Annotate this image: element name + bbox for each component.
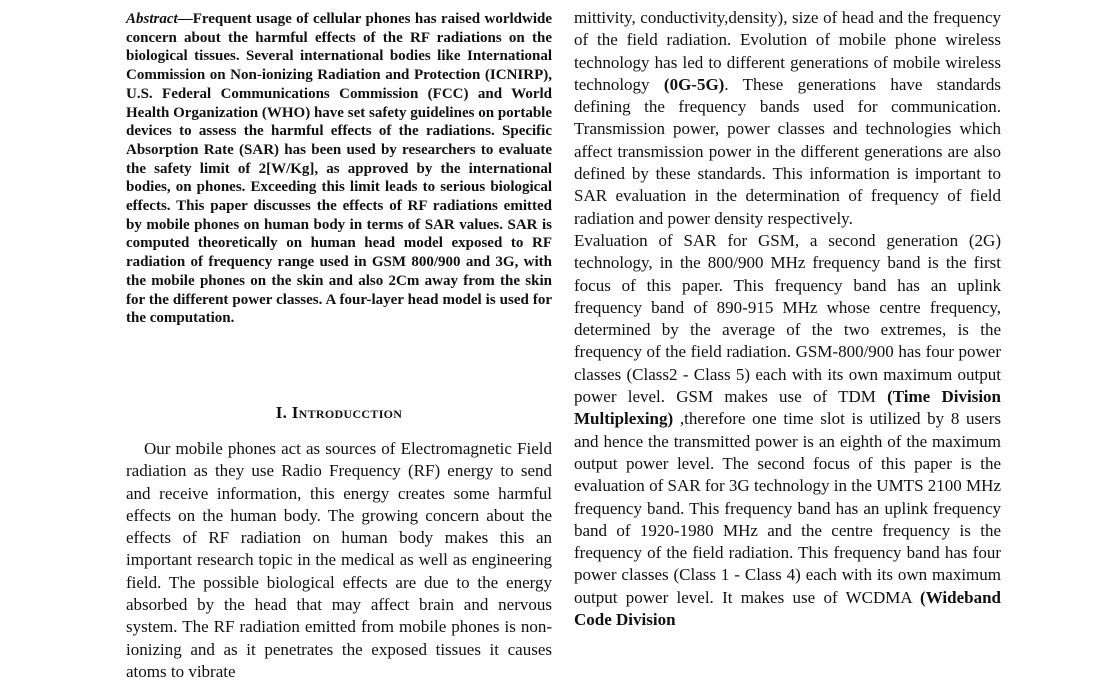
right-column <box>574 7 1001 631</box>
section-number: I. <box>275 403 288 422</box>
abstract-dash: — <box>177 11 193 27</box>
p1-text-a: mittivity, conductivity,density), size of head and the frequency of the field radiation. Evolution of mobile phone wireless technology has led to different generations of mobile wireless technology <box>574 8 1001 94</box>
section-heading-introduction <box>126 403 552 423</box>
p2-text-b: ,therefore one time slot is utilized by 8 users and hence the transmitted power is an eighth of the maximum output power level. The second focus of this paper is the evaluation of SAR for 3G technology in the UMTS 2100 MHz frequency band. This frequency band has an uplink frequency band of 1920-1980 MHz and the centre frequency is the frequency of the field radiation. This frequency band has four power classes (Class 1 - Class 4) each with its own maximum output power level. It makes use of WCDMA <box>574 409 1001 607</box>
abstract-label: Abstract <box>126 11 178 27</box>
abstract-text: Frequent usage of cellular phones has raised worldwide concern about the harmful effects of the RF radiations on the biological tissues. Several international bodies like International Commission on Non-ionizing Radiation and Protection (ICNIRP), U.S. Federal Communications Commission (FCC) and World Health Organization (WHO) have set safety guidelines on portable devices to assess the harmful effects of the radiations. Specific Absorption Rate (SAR) has been used by researchers to evaluate the safety limit of 2[W/Kg], as approved by the international bodies, on phones. Exceeding this limit leads to serious biological effects. This paper discusses the effects of RF radiations emitted by mobile phones on human body in terms of SAR values. SAR is computed theoretically on human head model exposed to RF radiation of frequency range used in GSM 800/900 and 3G, with the mobile phones on the skin and also 2Cm away from the skin for the different power classes. A four-layer head model is used for the computation. <box>126 11 552 327</box>
right-paragraph-1 <box>574 7 1001 230</box>
p2-text-a: Evaluation of SAR for GSM, a second generation (2G) technology, in the 800/900 MHz frequency band is the first focus of this paper. This frequency band has an uplink frequency band of 890-915 MHz whose centre frequency, determined by the average of the two extremes, is the frequency of the field radiation. GSM-800/900 has four power classes (Class2 - Class 5) each with its own maximum output power level. GSM makes use of TDM <box>574 230 1001 407</box>
intro-paragraph: Our mobile phones act as sources of Electromagnetic Field radiation as they use Radio Frequency (RF) energy to send and receive information, this energy creates some harmful effects on the human body. The growing concern about the effects of RF radiation on human body makes this an important research topic in the medical as well as engineering field. The possible biological effects are due to the energy absorbed by the head that may affect brain and nervous system. The RF radiation emitted from mobile phones is non-ionizing and as it penetrates the exposed tissues it causes atoms to vibrate <box>126 439 552 681</box>
p2-bold-tdm: (Time Division Multiplexing) <box>574 387 1002 429</box>
section-title: Introducction <box>291 403 403 422</box>
p2-bold-wcdma: (Wideband Code Division <box>574 587 1001 630</box>
abstract <box>126 10 552 328</box>
right-paragraph-2 <box>574 230 1001 631</box>
p1-bold-generations: (0G-5G) <box>663 74 725 94</box>
p1-text-b: . These generations have standards defining the frequency bands used for communication. Transmission power, power classes and technologies which affect transmission power in the different generations are also defined by these standards. This information is important to SAR evaluation in the determination of frequency of field radiation and power density respectively. <box>574 74 1001 228</box>
left-column <box>126 10 552 681</box>
